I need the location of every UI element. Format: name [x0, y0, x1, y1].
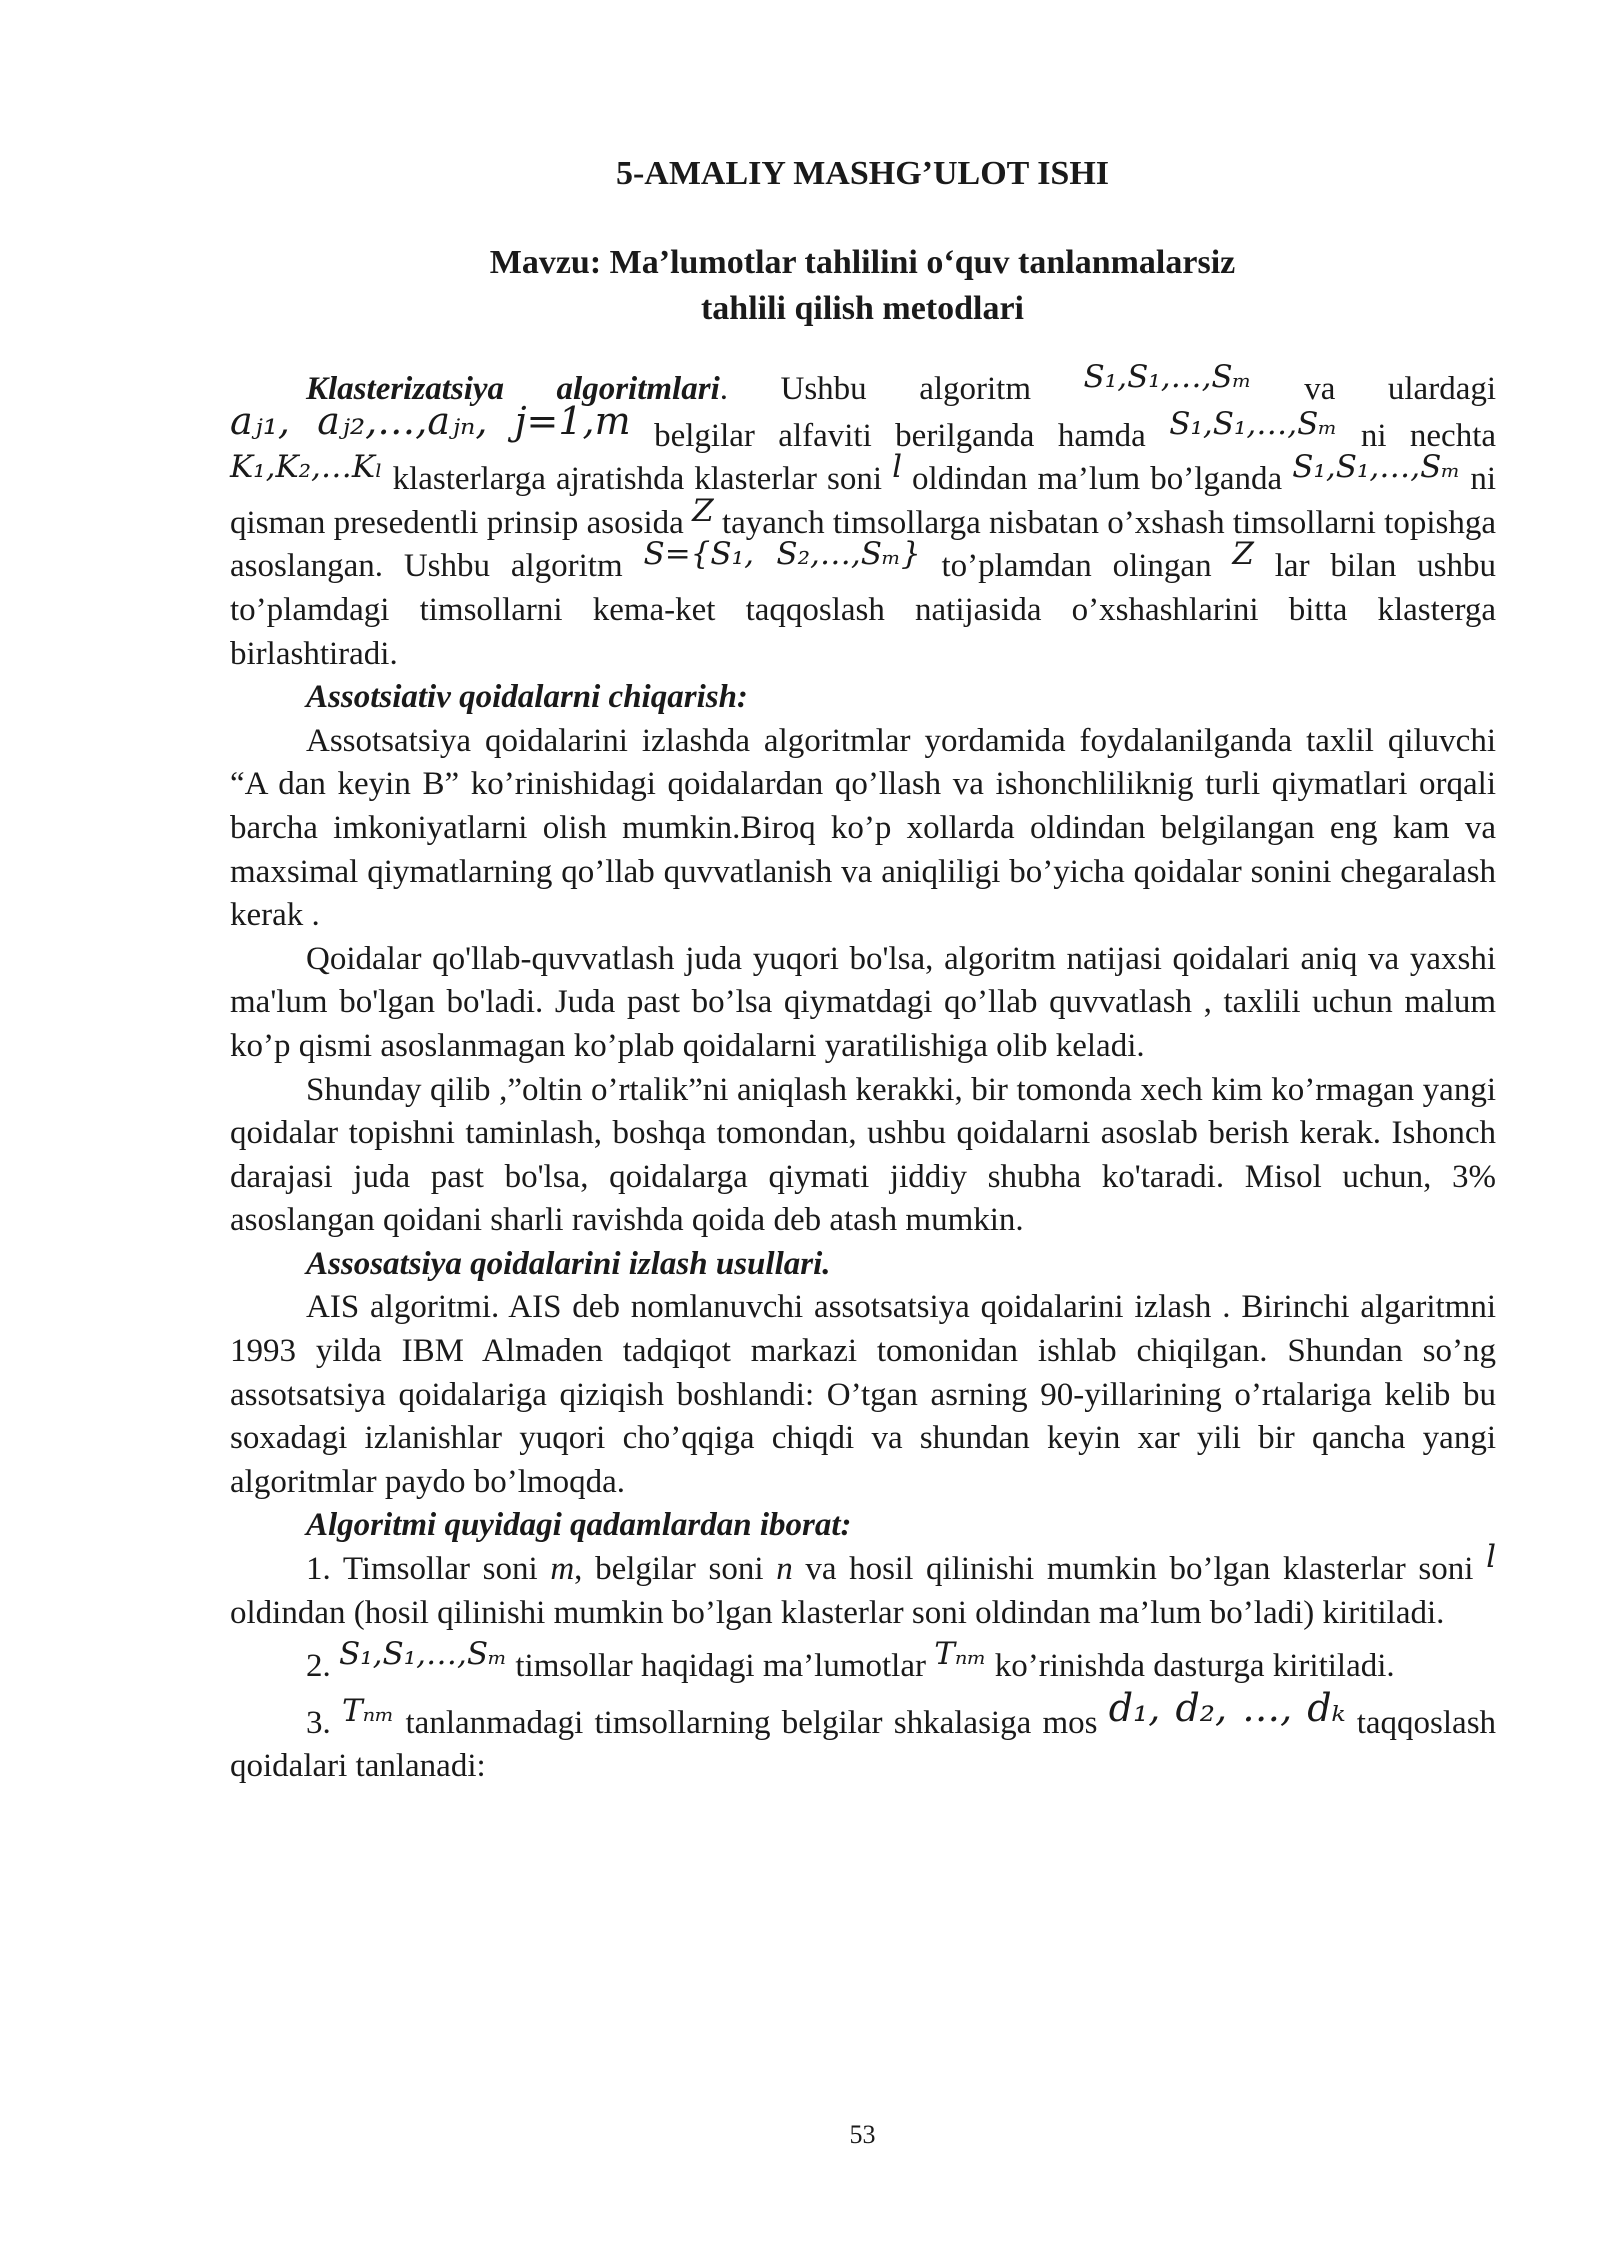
- topic-line-1: Mavzu: Ma’lumotlar tahlilini o‘quv tanlanmalarsiz: [489, 244, 1236, 281]
- formula-t-nm: Tₙₘ: [342, 1692, 395, 1729]
- text-run: tanlanmadagi timsollarning belgilar shkalasiga mos: [405, 1704, 1098, 1741]
- text-run: ko’rinishda dasturga kiritiladi.: [994, 1648, 1395, 1685]
- text-run: to’plamdan olingan: [941, 548, 1212, 585]
- text-run: lar bilan ushbu to’plamdagi timsollarni kema-ket taqqoslash natijasida o’xshashlarini bitta klasterga birlashtiradi.: [230, 548, 1497, 672]
- text-run: belgilar alfaviti berilganda hamda: [654, 417, 1146, 454]
- step-1: [230, 1539, 1497, 1635]
- step-2: [230, 1636, 1496, 1689]
- text-run: va ulardagi: [1304, 371, 1497, 407]
- formula-t-nm: Tₙₘ: [934, 1636, 987, 1673]
- formula-l: l: [892, 449, 903, 486]
- text-run: . Ushbu algoritm: [719, 371, 1032, 407]
- paragraph-clustering: [230, 359, 1497, 676]
- formula-s-list: S₁,S₁,…,Sₘ: [1083, 359, 1252, 395]
- page-title: 5-AMALIY MASHG’ULOT ISHI: [615, 155, 1110, 192]
- formula-k-list: K₁,K₂,…Kₗ: [230, 449, 383, 486]
- body-text: [230, 359, 1497, 1789]
- text-run: 1. Timsollar soni: [306, 1551, 538, 1588]
- step-3: [230, 1685, 1497, 1789]
- text-run: oldindan (hosil qilinishi mumkin bo’lgan klasterlar soni oldindan ma’lum bo’ladi) kiritiladi.: [230, 1594, 1445, 1631]
- heading-algorithm-steps: Algoritmi quyidagi qadamlardan iborat:: [306, 1507, 852, 1544]
- var-m: m: [550, 1551, 575, 1588]
- paragraph-support: Qoidalar qo'llab-quvvatlash juda yuqori bo'lsa, algoritm natijasi qoidalari aniq va yaxshi ma'lum bo'lgan bo'ladi. Juda past bo’lsa qiymatdagi qo’llab quvvatlash , taxlili uchun malum ko’p qismi asoslanmagan ko’plab qoidalarni yaratilishiga olib keladi.: [230, 940, 1496, 1064]
- formula-z: Z: [692, 492, 714, 529]
- text-run: , belgilar soni: [574, 1551, 764, 1588]
- text-run: tayanch timsollarga nisbatan o’xshash timsollarni topishga asoslangan. Ushbu algoritm: [230, 504, 1497, 585]
- step-number: 3.: [306, 1704, 331, 1741]
- text-run: taqqoslash qoidalari tanlanadi:: [230, 1704, 1497, 1785]
- formula-d-list: d₁, d₂, …, dₖ: [1108, 1685, 1346, 1730]
- formula-z: Z: [1232, 536, 1254, 573]
- topic-line-2: tahlili qilish metodlari: [700, 290, 1025, 327]
- text-run: timsollar haqidagi ma’lumotlar: [515, 1648, 926, 1685]
- paragraph-ais: AIS algoritmi. AIS deb nomlanuvchi assotsatsiya qoidalarini izlash . Birinchi algaritmni 1993 yilda IBM Almaden tadqiqot markazi tomonidan ishlab chiqilgan. Shundan so’ng assotsatsiya qoidalariga qiziqish boshlandi: O’tgan asrning 90-yillarining o’rtalariga kelib bu soxadagi izlanishlar yuqori cho’qqiga chiqdi va shundan keyin xar yili bir qancha yangi algoritmlar paydo bo’lmoqda.: [230, 1289, 1496, 1500]
- step-number: 2.: [306, 1648, 331, 1685]
- text-run: ni nechta: [1360, 417, 1497, 454]
- formula-s-list: S₁,S₁,…,Sₘ: [1292, 449, 1461, 486]
- text-run: klasterlarga ajratishda klasterlar soni: [392, 461, 883, 498]
- text-run: ni qisman presedentli prinsip asosida: [230, 461, 1497, 541]
- text-run: va hosil qilinishi mumkin bo’lgan klasterlar soni: [805, 1551, 1474, 1588]
- var-n: n: [776, 1551, 793, 1588]
- text-run: oldindan ma’lum bo’lganda: [912, 461, 1283, 498]
- formula-s-list: S₁,S₁,…,Sₘ: [339, 1636, 508, 1673]
- formula-s-set: S={S₁, S₂,…,Sₘ}: [643, 536, 921, 573]
- formula-l: l: [1486, 1539, 1497, 1576]
- heading-assoc-rules: Assotsiativ qoidalarni chiqarish:: [306, 679, 748, 716]
- paragraph-assoc-rules: Assotsatsiya qoidalarini izlashda algoritmlar yordamida foydalanilganda taxlil qiluvchi “A dan keyin B” ko’rinishidagi qoidalardan qo’llash va ishonchliliknig turli qiymatlari orqali barcha imkoniyatlarni olish mumkin.Biroq ko’p xollarda oldindan belgilangan eng kam va maxsimal qiymatlarning qo’llab quvvatlanish va aniqliligi bo’yicha qoidalar sonini chegaralash kerak .: [230, 722, 1496, 934]
- topic-heading: [0, 240, 1600, 332]
- clustering-heading: Klasterizatsiya algoritmlari: [306, 371, 720, 407]
- page-number: 53: [849, 2120, 876, 2149]
- heading-search-methods: Assosatsiya qoidalarini izlash usullari.: [306, 1245, 831, 1282]
- paragraph-golden-mean: Shunday qilib ,”oltin o’rtalik”ni aniqlash kerakki, bir tomonda xech kim ko’rmagan yangi qoidalar topishni taminlash, boshqa tomondan, ushbu qoidalarni asoslab berish kerak. Ishonch darajasi juda past bo'lsa, qoidalarga qiymati jiddiy shubha ko'taradi. Misol uchun, 3% asoslangan qoidani sharli ravishda qoida deb atash mumkin.: [230, 1071, 1496, 1239]
- formula-a-list: aⱼ₁, aⱼ₂,…,aⱼₙ, j=1,m: [230, 398, 631, 443]
- formula-s-list: S₁,S₁,…,Sₘ: [1169, 405, 1338, 442]
